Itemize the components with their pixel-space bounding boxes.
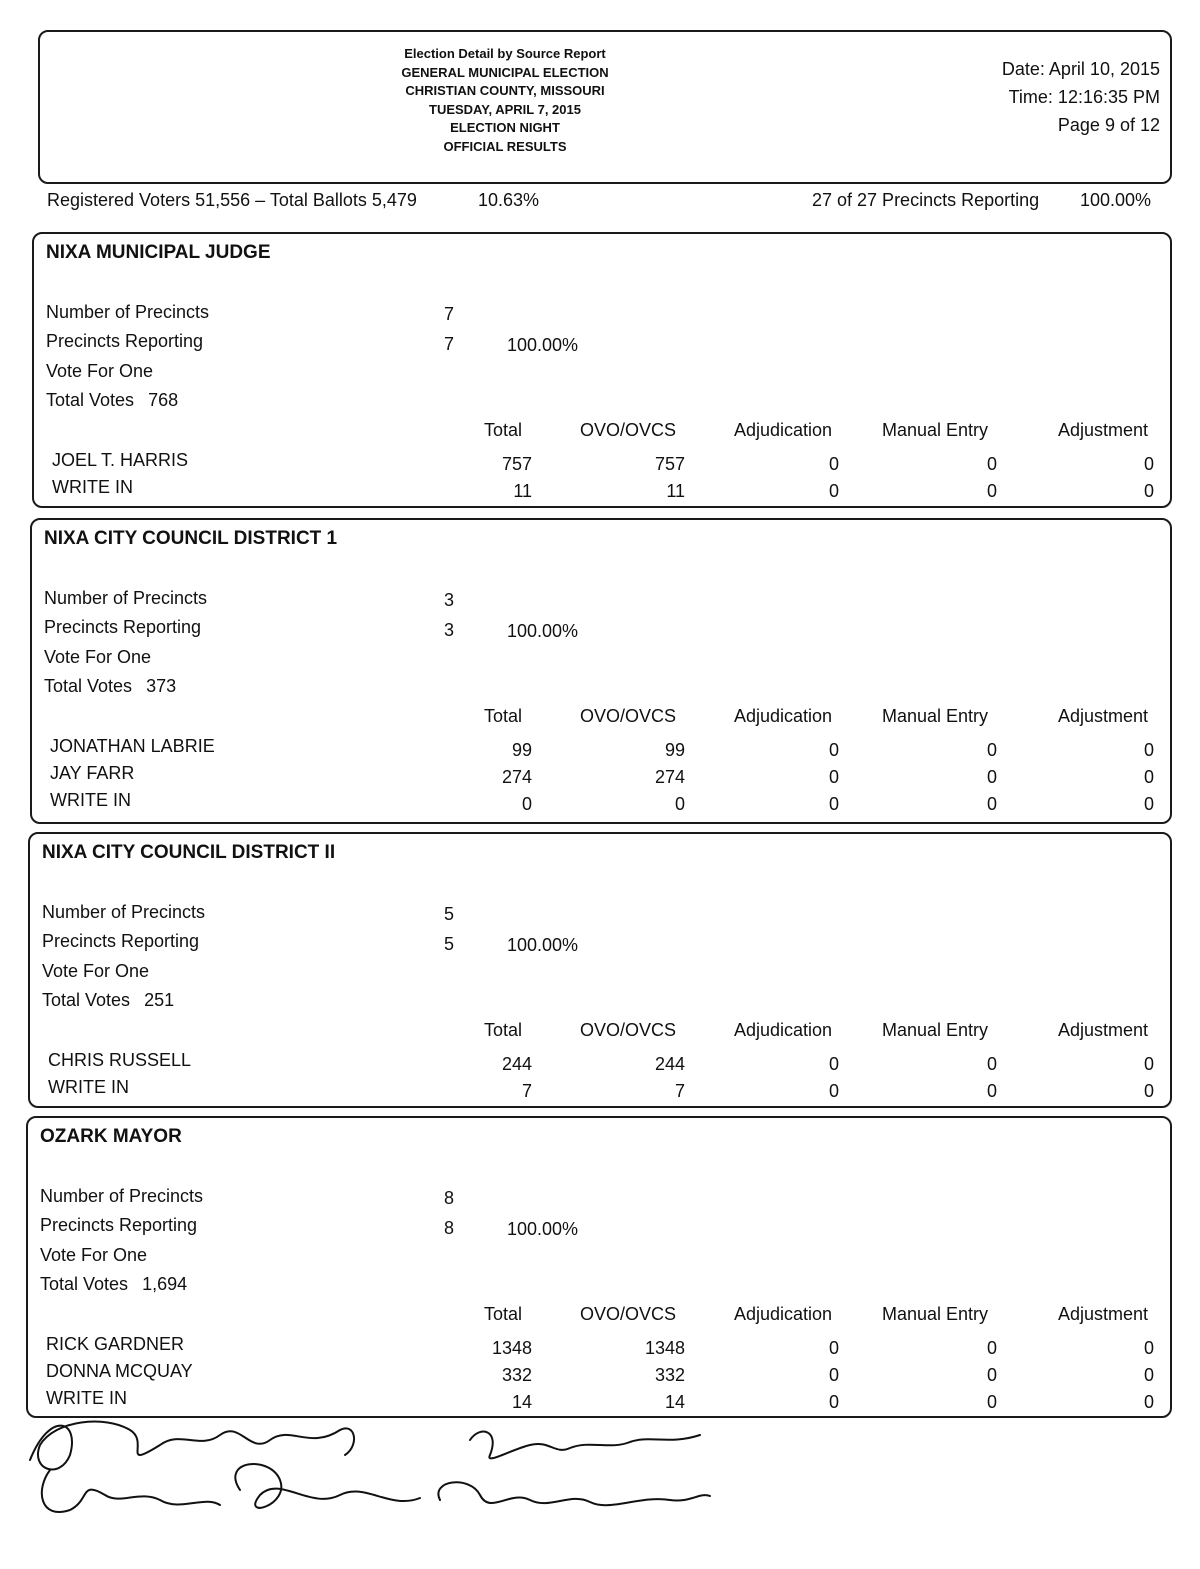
total-votes-value: 251 <box>144 990 175 1010</box>
candidate-vote-value: 11 <box>513 481 532 501</box>
report-meta <box>1002 55 1160 139</box>
candidate-vote-value: 0 <box>1143 1338 1154 1358</box>
candidate-name: WRITE IN <box>46 1388 127 1408</box>
race-title: OZARK MAYOR <box>40 1126 182 1147</box>
candidate-vote-value: 0 <box>828 481 839 501</box>
column-header: Adjudication <box>734 1304 833 1324</box>
number-of-precincts-label: Number of Precincts <box>42 902 206 922</box>
report-page-number: Page 9 of 12 <box>1057 115 1160 135</box>
candidate-name: WRITE IN <box>52 477 133 497</box>
total-votes-label: Total Votes <box>42 990 131 1010</box>
precincts-reporting-summary: 27 of 27 Precincts Reporting <box>812 190 1040 210</box>
report-title-block <box>300 45 710 156</box>
registered-voters-summary: Registered Voters 51,556 – Total Ballots 5,479 <box>47 190 417 210</box>
report-date: Date: April 10, 2015 <box>1001 59 1160 79</box>
column-header: Adjudication <box>734 1020 833 1040</box>
column-header: Adjustment <box>1058 1020 1149 1040</box>
race-title: NIXA CITY COUNCIL DISTRICT 1 <box>44 528 338 549</box>
column-header: OVO/OVCS <box>580 1020 677 1040</box>
candidate-vote-value: 11 <box>666 481 685 501</box>
report-time: Time: 12:16:35 PM <box>1008 87 1160 107</box>
report-title-line: Election Detail by Source Report <box>404 46 606 61</box>
handwritten-signatures <box>10 1400 730 1560</box>
precincts-reporting-percent: 100.00% <box>507 1219 579 1239</box>
candidate-vote-value: 0 <box>986 481 997 501</box>
race-panel <box>28 832 1172 1108</box>
total-votes-row <box>44 676 176 697</box>
number-of-precincts-label: Number of Precincts <box>44 588 208 608</box>
precincts-reporting-percent: 100.00% <box>507 621 579 641</box>
candidate-vote-value: 7 <box>521 1081 532 1101</box>
candidate-vote-value: 757 <box>501 454 532 474</box>
candidate-vote-value: 244 <box>654 1054 685 1074</box>
total-votes-label: Total Votes <box>40 1274 129 1294</box>
column-header: Manual Entry <box>882 420 989 440</box>
candidate-vote-value: 0 <box>521 794 532 814</box>
precincts-reporting-value: 7 <box>444 334 455 354</box>
column-header: Adjustment <box>1058 420 1149 440</box>
candidate-vote-value: 0 <box>986 767 997 787</box>
candidate-vote-value: 0 <box>1143 454 1154 474</box>
column-header: Total <box>484 1020 523 1040</box>
candidate-vote-value: 332 <box>654 1365 685 1385</box>
candidate-vote-value: 7 <box>674 1081 685 1101</box>
candidate-vote-value: 274 <box>654 767 685 787</box>
number-of-precincts-value: 5 <box>444 904 455 924</box>
race-panel <box>32 232 1172 508</box>
vote-for-label: Vote For One <box>40 1245 148 1265</box>
number-of-precincts-value: 7 <box>444 304 455 324</box>
candidate-vote-value: 0 <box>986 1054 997 1074</box>
candidate-name: CHRIS RUSSELL <box>48 1050 192 1070</box>
column-header: Adjustment <box>1058 1304 1149 1324</box>
candidate-vote-value: 99 <box>511 740 532 760</box>
vote-for-label: Vote For One <box>42 961 150 981</box>
precincts-reporting-value: 8 <box>444 1218 455 1238</box>
vote-for-label: Vote For One <box>46 361 154 381</box>
precincts-reporting-label: Precincts Reporting <box>42 931 200 951</box>
number-of-precincts-value: 3 <box>444 590 455 610</box>
candidate-vote-value: 0 <box>828 794 839 814</box>
candidate-vote-value: 0 <box>1143 740 1154 760</box>
precincts-reporting-label: Precincts Reporting <box>46 331 204 351</box>
candidate-vote-value: 0 <box>986 1392 997 1412</box>
candidate-vote-value: 0 <box>1143 1365 1154 1385</box>
candidate-vote-value: 0 <box>1143 481 1154 501</box>
candidate-vote-value: 757 <box>654 454 685 474</box>
race-title: NIXA MUNICIPAL JUDGE <box>46 242 271 263</box>
candidate-name: JOEL T. HARRIS <box>52 450 189 470</box>
total-votes-label: Total Votes <box>46 390 135 410</box>
report-title-line: GENERAL MUNICIPAL ELECTION <box>401 64 609 80</box>
candidate-vote-value: 0 <box>828 740 839 760</box>
report-title-line: ELECTION NIGHT <box>450 120 560 135</box>
candidate-vote-value: 0 <box>986 794 997 814</box>
total-votes-label: Total Votes <box>44 676 133 696</box>
total-votes-row <box>46 390 178 411</box>
number-of-precincts-label: Number of Precincts <box>40 1186 204 1206</box>
total-votes-row <box>42 990 174 1011</box>
candidate-vote-value: 0 <box>1143 1392 1154 1412</box>
column-header: Manual Entry <box>882 706 989 726</box>
race-panel <box>26 1116 1172 1418</box>
report-title-line: TUESDAY, APRIL 7, 2015 <box>429 101 581 117</box>
candidate-vote-value: 0 <box>828 454 839 474</box>
column-header: Total <box>484 706 523 726</box>
precincts-reporting-value: 3 <box>444 620 455 640</box>
number-of-precincts-label: Number of Precincts <box>46 302 210 322</box>
column-header: Total <box>484 1304 523 1324</box>
candidate-vote-value: 0 <box>674 794 685 814</box>
candidate-vote-value: 0 <box>1143 1054 1154 1074</box>
candidate-vote-value: 0 <box>828 767 839 787</box>
candidate-name: DONNA MCQUAY <box>46 1361 193 1381</box>
candidate-vote-value: 0 <box>828 1365 839 1385</box>
candidate-vote-value: 0 <box>828 1338 839 1358</box>
candidate-name: JONATHAN LABRIE <box>50 736 215 756</box>
column-header: Adjudication <box>734 420 833 440</box>
candidate-vote-value: 0 <box>986 454 997 474</box>
candidate-vote-value: 274 <box>501 767 532 787</box>
candidate-name: WRITE IN <box>48 1077 129 1097</box>
candidate-vote-value: 0 <box>828 1054 839 1074</box>
candidate-vote-value: 0 <box>986 1365 997 1385</box>
column-header: Manual Entry <box>882 1304 989 1324</box>
candidate-name: JAY FARR <box>50 763 135 783</box>
column-header: OVO/OVCS <box>580 1304 677 1324</box>
candidate-vote-value: 244 <box>501 1054 532 1074</box>
precincts-reporting-label: Precincts Reporting <box>44 617 202 637</box>
candidate-vote-value: 0 <box>1143 767 1154 787</box>
candidate-vote-value: 1348 <box>491 1338 532 1358</box>
total-votes-row <box>40 1274 187 1295</box>
column-header: Adjustment <box>1058 706 1149 726</box>
candidate-vote-value: 0 <box>828 1081 839 1101</box>
candidate-vote-value: 0 <box>1143 1081 1154 1101</box>
precincts-reporting-label: Precincts Reporting <box>40 1215 198 1235</box>
column-header: OVO/OVCS <box>580 706 677 726</box>
column-header: Adjudication <box>734 706 833 726</box>
vote-for-label: Vote For One <box>44 647 152 667</box>
candidate-vote-value: 0 <box>986 740 997 760</box>
candidate-name: RICK GARDNER <box>46 1334 185 1354</box>
report-title-line: CHRISTIAN COUNTY, MISSOURI <box>405 83 605 98</box>
candidate-vote-value: 0 <box>1143 794 1154 814</box>
precincts-reporting-percent: 100.00% <box>507 335 579 355</box>
candidate-vote-value: 1348 <box>644 1338 685 1358</box>
race-title: NIXA CITY COUNCIL DISTRICT II <box>42 842 336 863</box>
candidate-vote-value: 14 <box>511 1392 532 1412</box>
precincts-reporting-value: 5 <box>444 934 455 954</box>
candidate-vote-value: 0 <box>986 1081 997 1101</box>
candidate-vote-value: 332 <box>501 1365 532 1385</box>
precincts-reporting-percent: 100.00% <box>507 935 579 955</box>
precincts-reporting-percent: 100.00% <box>1080 190 1152 210</box>
candidate-vote-value: 0 <box>986 1338 997 1358</box>
candidate-vote-value: 14 <box>664 1392 685 1412</box>
candidate-name: WRITE IN <box>50 790 131 810</box>
column-header: Manual Entry <box>882 1020 989 1040</box>
column-header: OVO/OVCS <box>580 420 677 440</box>
report-title-line: OFFICIAL RESULTS <box>443 138 567 154</box>
total-votes-value: 373 <box>146 676 177 696</box>
total-votes-value: 1,694 <box>142 1274 188 1294</box>
number-of-precincts-value: 8 <box>444 1188 455 1208</box>
total-votes-value: 768 <box>148 390 179 410</box>
candidate-vote-value: 0 <box>828 1392 839 1412</box>
column-header: Total <box>484 420 523 440</box>
candidate-vote-value: 99 <box>664 740 685 760</box>
turnout-percent: 10.63% <box>478 190 540 210</box>
race-panel <box>30 518 1172 824</box>
